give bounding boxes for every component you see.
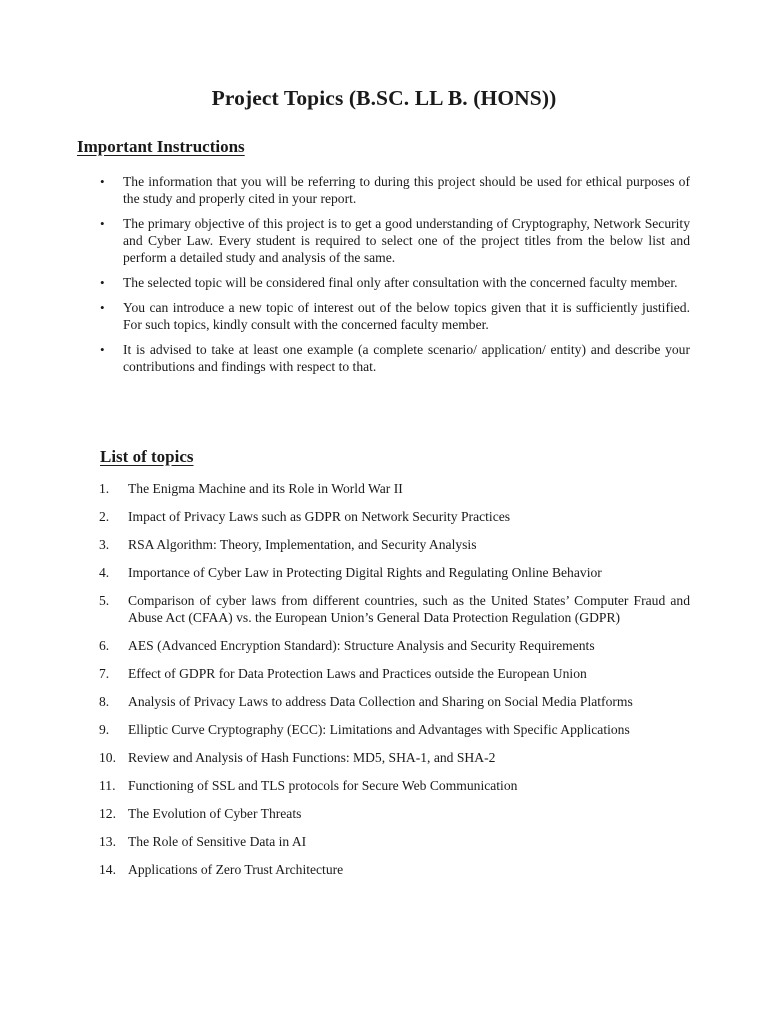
bullet-icon: • bbox=[100, 275, 105, 290]
topic-text: Comparison of cyber laws from different countries, such as the United States’ Computer Fraud and Abuse Act (CFAA) vs. the European Union’s General Data Protection Regulation (GDPR) bbox=[128, 593, 690, 625]
bullet-icon: • bbox=[100, 342, 105, 357]
bullet-icon: • bbox=[100, 300, 105, 315]
instruction-text: The selected topic will be considered final only after consultation with the concerned faculty member. bbox=[123, 275, 678, 290]
topic-number: 3. bbox=[99, 537, 110, 552]
topic-number: 13. bbox=[99, 834, 116, 849]
instruction-text: You can introduce a new topic of interest out of the below topics given that it is sufficiently justified. For such topics, kindly consult with the concerned faculty member. bbox=[123, 300, 690, 332]
topic-item bbox=[0, 805, 768, 822]
topic-number: 12. bbox=[99, 806, 116, 821]
topic-number: 2. bbox=[99, 509, 110, 524]
instruction-text: It is advised to take at least one example (a complete scenario/ application/ entity) and describe your contributions and findings with respect to that. bbox=[123, 342, 690, 374]
topic-item bbox=[0, 480, 768, 497]
topic-text: Review and Analysis of Hash Functions: MD5, SHA-1, and SHA-2 bbox=[128, 750, 496, 765]
topic-item bbox=[0, 564, 768, 581]
instruction-text: The primary objective of this project is to get a good understanding of Cryptography, Network Security and Cyber Law. Every student is required to select one of the project titles from the below list and perform a detailed study and analysis of the same. bbox=[123, 216, 690, 265]
instruction-item bbox=[0, 299, 768, 333]
topic-number: 8. bbox=[99, 694, 110, 709]
topic-text: The Role of Sensitive Data in AI bbox=[128, 834, 307, 849]
topic-number: 11. bbox=[99, 778, 116, 793]
instructions-heading: Important Instructions bbox=[77, 137, 245, 156]
topics-list bbox=[0, 480, 768, 889]
instruction-item bbox=[0, 215, 768, 266]
instruction-item bbox=[0, 274, 768, 291]
topic-text: The Evolution of Cyber Threats bbox=[128, 806, 302, 821]
topic-item bbox=[0, 861, 768, 878]
bullet-icon: • bbox=[100, 174, 105, 189]
instructions-list bbox=[0, 173, 768, 383]
topic-number: 5. bbox=[99, 593, 110, 608]
topic-number: 14. bbox=[99, 862, 116, 877]
topic-item bbox=[0, 665, 768, 682]
topic-text: Analysis of Privacy Laws to address Data Collection and Sharing on Social Media Platforms bbox=[128, 694, 633, 709]
topic-text: RSA Algorithm: Theory, Implementation, and Security Analysis bbox=[128, 537, 477, 552]
topic-number: 6. bbox=[99, 638, 110, 653]
topic-text: Applications of Zero Trust Architecture bbox=[128, 862, 344, 877]
topic-number: 10. bbox=[99, 750, 116, 765]
topic-item bbox=[0, 592, 768, 626]
topic-item bbox=[0, 693, 768, 710]
topic-number: 9. bbox=[99, 722, 110, 737]
topic-item bbox=[0, 536, 768, 553]
topic-item bbox=[0, 777, 768, 794]
instruction-text: The information that you will be referring to during this project should be used for ethical purposes of the study and properly cited in your report. bbox=[123, 174, 690, 206]
page-title: Project Topics (B.SC. LL B. (HONS)) bbox=[211, 86, 557, 110]
topic-item bbox=[0, 637, 768, 654]
instruction-item bbox=[0, 173, 768, 207]
topic-text: The Enigma Machine and its Role in World War II bbox=[128, 481, 403, 496]
topic-number: 7. bbox=[99, 666, 110, 681]
topic-text: Effect of GDPR for Data Protection Laws and Practices outside the European Union bbox=[128, 666, 587, 681]
topic-number: 4. bbox=[99, 565, 110, 580]
topic-item bbox=[0, 833, 768, 850]
topic-item bbox=[0, 508, 768, 525]
topic-text: Importance of Cyber Law in Protecting Digital Rights and Regulating Online Behavior bbox=[128, 565, 602, 580]
topic-number: 1. bbox=[99, 481, 110, 496]
topic-item bbox=[0, 721, 768, 738]
topic-text: Elliptic Curve Cryptography (ECC): Limitations and Advantages with Specific Applications bbox=[128, 722, 630, 737]
topic-text: AES (Advanced Encryption Standard): Structure Analysis and Security Requirements bbox=[128, 638, 595, 653]
topics-heading: List of topics bbox=[100, 447, 194, 466]
topic-text: Impact of Privacy Laws such as GDPR on Network Security Practices bbox=[128, 509, 511, 524]
instruction-item bbox=[0, 341, 768, 375]
topic-item bbox=[0, 749, 768, 766]
bullet-icon: • bbox=[100, 216, 105, 231]
topic-text: Functioning of SSL and TLS protocols for Secure Web Communication bbox=[128, 778, 518, 793]
